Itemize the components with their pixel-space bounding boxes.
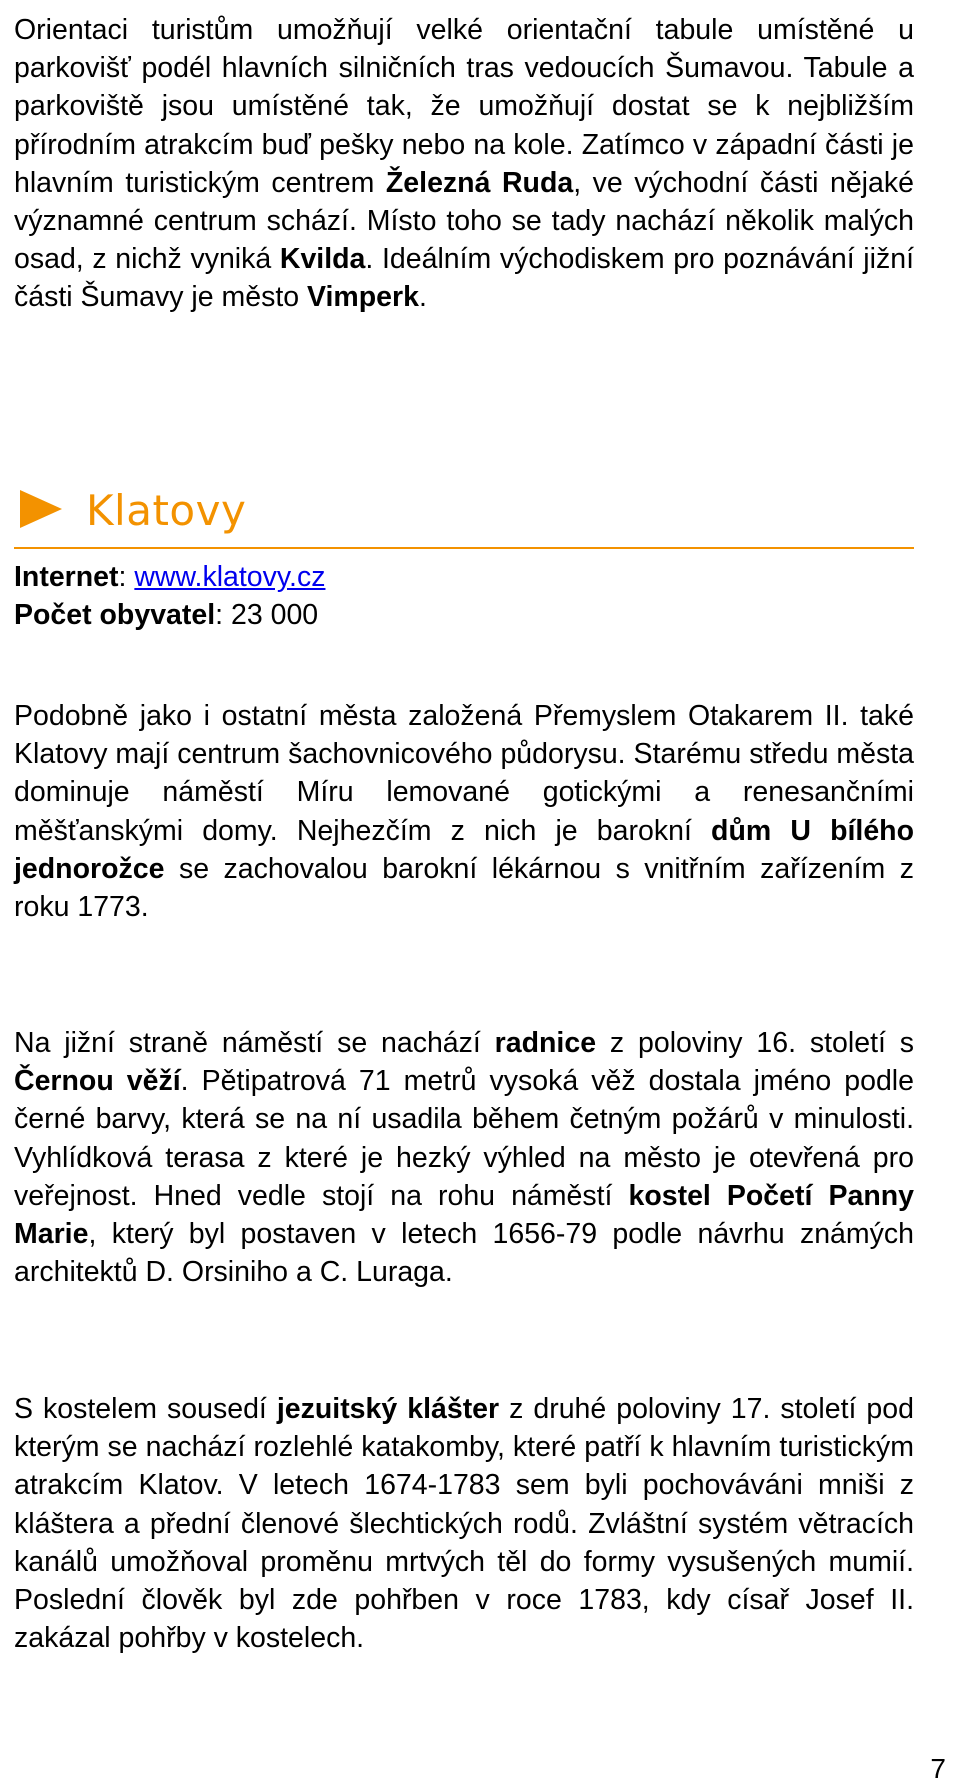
population-value: : 23 000 [215,599,319,631]
population-label: Počet obyvatel [14,599,216,631]
paragraph-jesuit-monastery [14,1390,914,1657]
internet-label: Internet [14,561,119,593]
triangle-bullet-icon [20,490,62,528]
bold-text: Vimperk [307,281,419,314]
website-link[interactable]: www.klatovy.cz [134,561,326,593]
text-run: . Pětipatrová 71 metrů vysoká věž dostala jméno podle černé barvy, která se na ní usadila během četným požárů v minulosti. Vyhlídková terasa z které je hezký výhled na město je otevřená pro veřejnost. Hned vedle stojí na rohu náměstí [14,1065,914,1212]
text-run: z druhé poloviny 17. století pod kterým se nachází rozlehlé katakomby, které patří k hlavním turistickým atrakcím Klatov. V letech 1674-1783 sem byli pochováváni mniši z kláštera a přední členové šlechtických rodů. Zvláštní systém větracích kanálů umožňoval proměnu mrtvých těl do formy vysušených mumií. Poslední člověk byl zde pohřben v roce 1783, kdy císař Josef II. zakázal pohřby v kostelech. [14,1393,914,1655]
text-run: Orientaci turistům umožňují velké orientační tabule umístěné u parkovišť podél hlavních silničních tras vedoucích Šumavou. Tabule a parkoviště jsou umístěné tak, že umožňují dostat se k nejbližším přírodním atrakcím buď pešky nebo na kole. Zatímco v západní části je hlavním turistickým centrem [14,14,914,199]
section-heading [20,486,246,535]
bold-text: kostel Početí Panny Marie [14,1179,914,1251]
bold-text: Kvilda [279,243,366,276]
bold-text: Černou věží [14,1065,181,1098]
heading-divider [14,547,914,549]
internet-line [14,558,325,596]
text-run: . [418,281,427,314]
bold-text: jezuitský klášter [276,1393,500,1425]
text-run: . Ideálním východiskem pro poznávání jižní části Šumavy je město [14,243,914,314]
bold-text: radnice [494,1027,597,1059]
text-run: S kostelem sousedí [14,1393,277,1425]
population-line [14,596,318,634]
bold-text: dům U bílého jednorožce [14,814,914,885]
text-run: z poloviny 16. století s [596,1027,914,1059]
separator: : [118,561,135,593]
text-run: , ve východní části nějaké významné centrum schází. Místo toho se tady nachází několik malých osad, z nichž vyniká [14,166,914,276]
bold-text: Železná Ruda [385,166,574,199]
text-run: Podobně jako i ostatní města založená Přemyslem Otakarem II. také Klatovy mají centrum šachovnicového půdorysu. Starému středu města dominuje náměstí Míru lemované gotickými a renesančními měšťanskými domy. Nejhezčím z nich je barokní [14,700,914,847]
text-run: , který byl postaven v letech 1656-79 podle návrhu známých architektů D. Orsiniho a C. Luraga. [14,1218,914,1289]
text-run: se zachovalou barokní lékárnou s vnitřním zařízením z roku 1773. [14,852,914,924]
text-run: Na jižní straně náměstí se nachází [14,1027,495,1059]
paragraph-town-history [14,697,914,926]
section-title: Klatovy [86,486,247,535]
paragraph-town-hall [14,1024,914,1291]
intro-paragraph [14,11,914,317]
page-number: 7 [930,1753,946,1784]
